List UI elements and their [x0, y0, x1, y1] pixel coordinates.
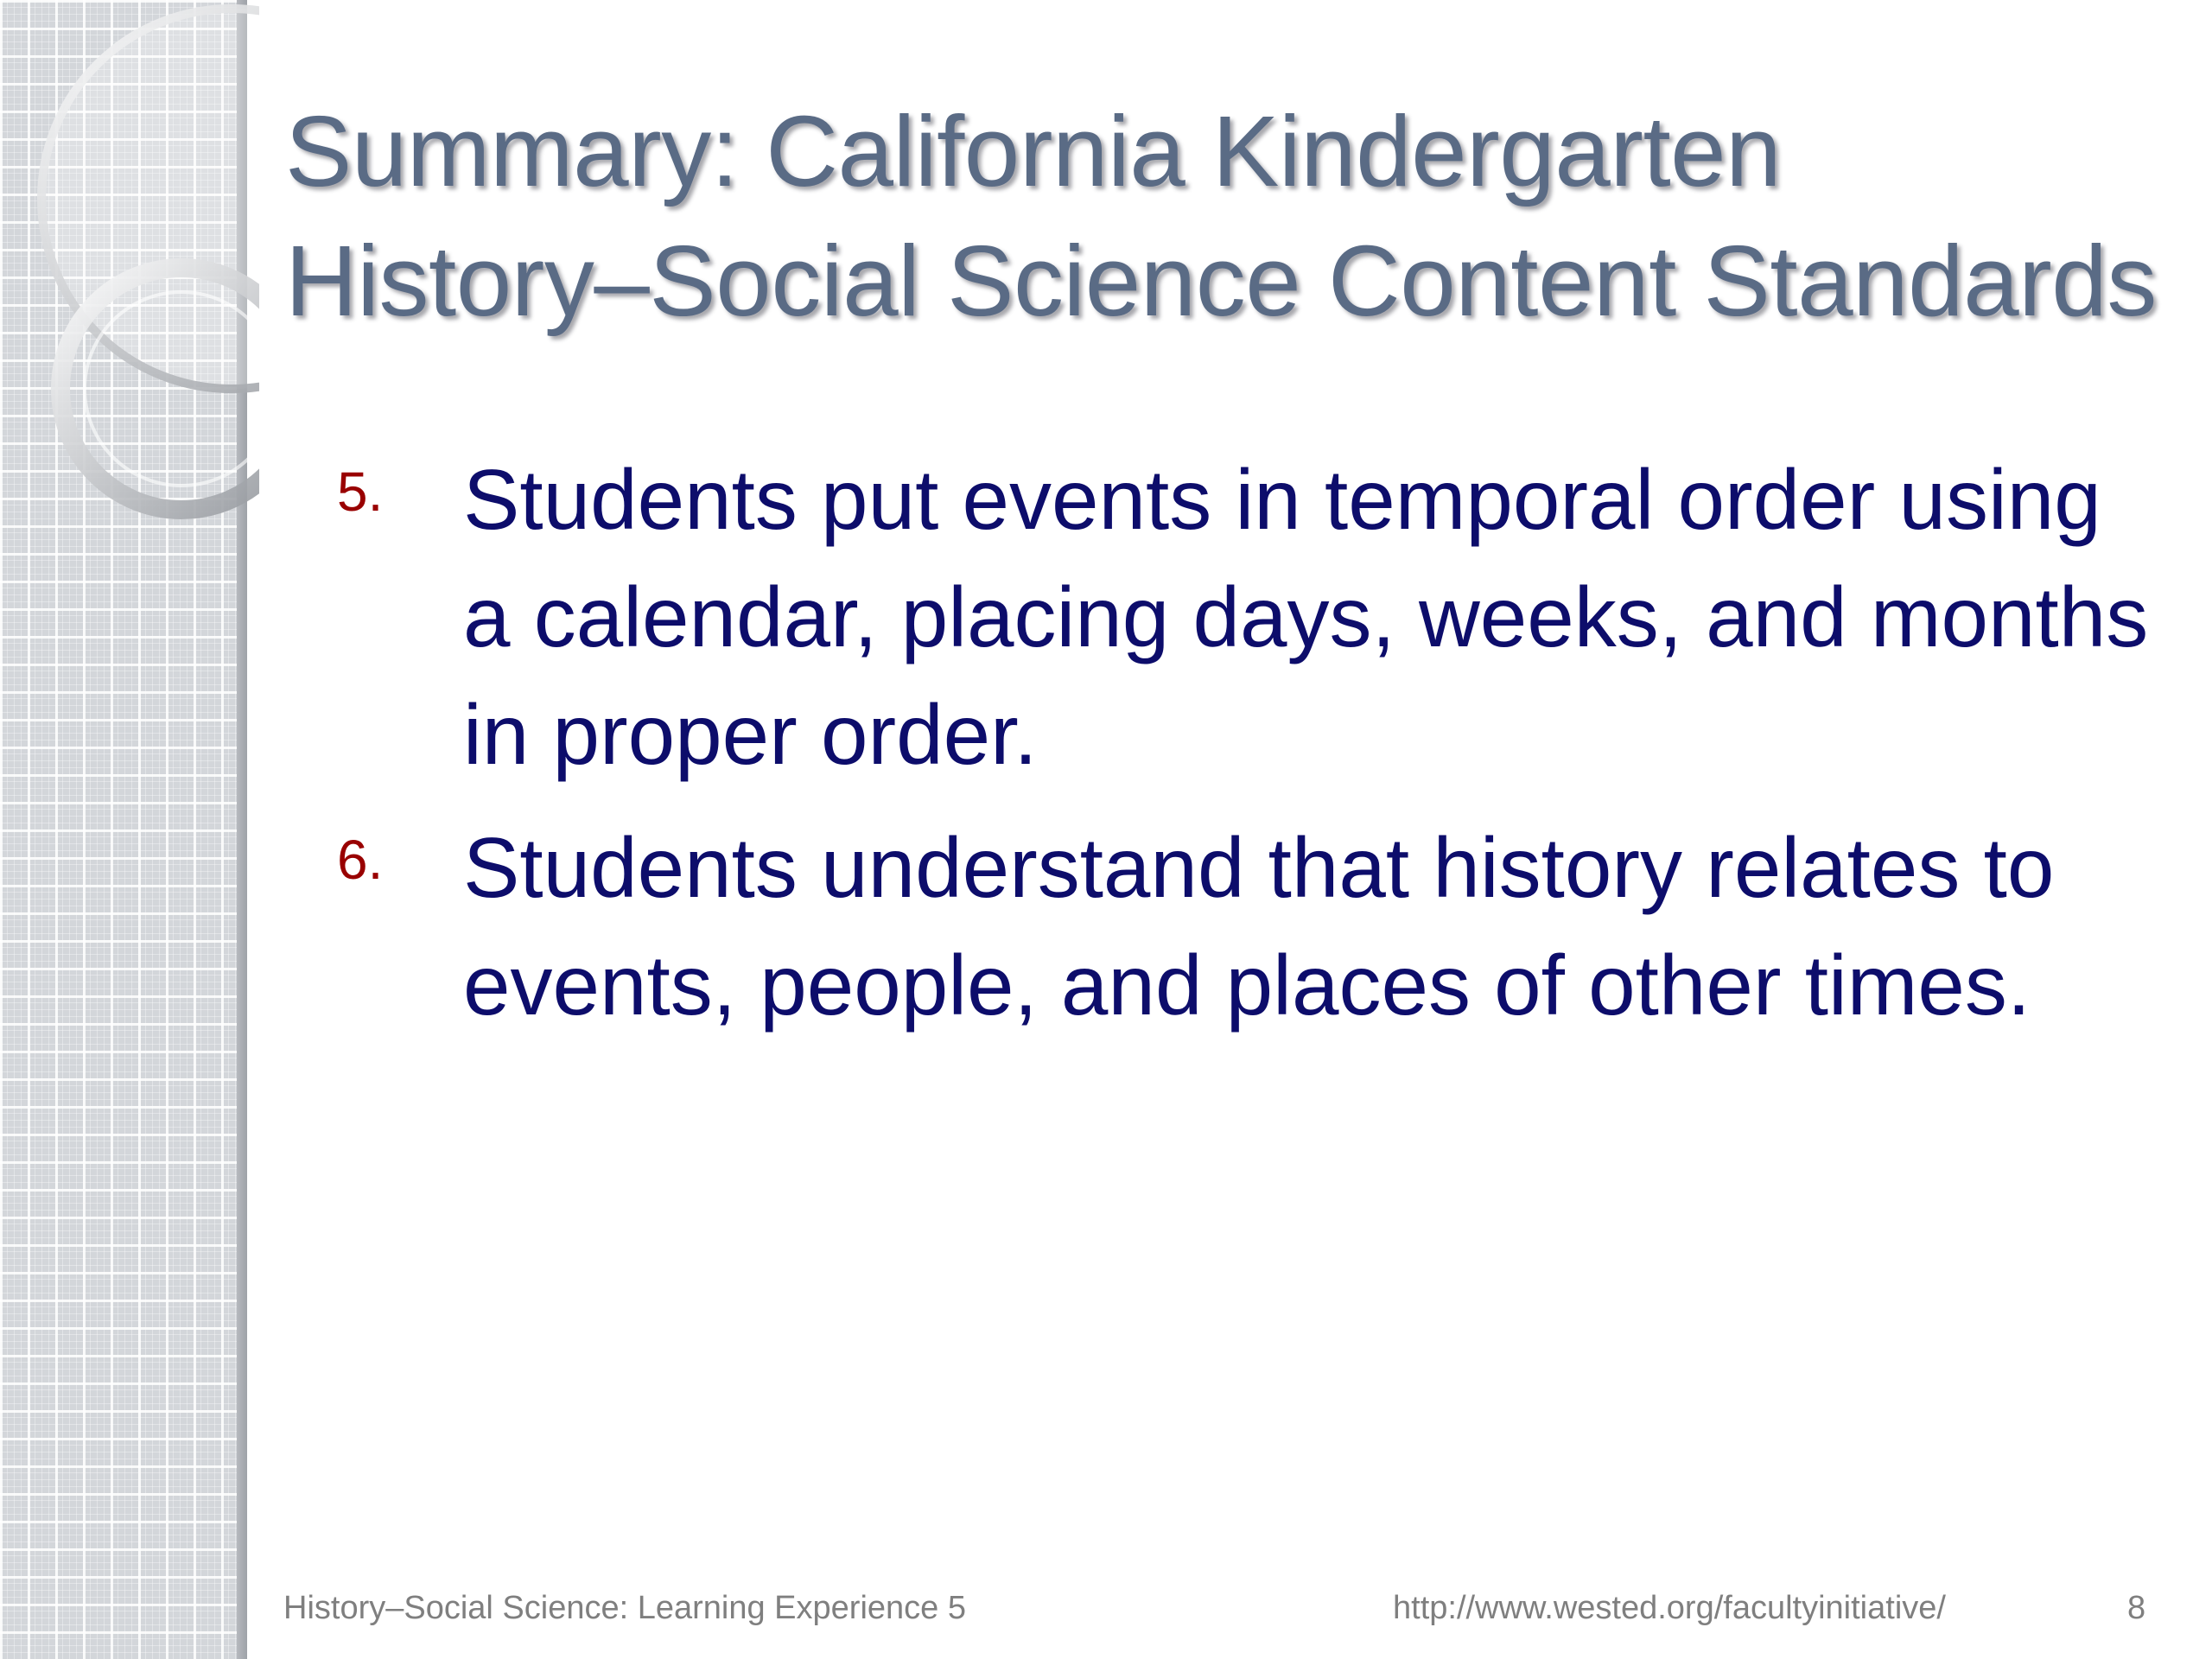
item-number: 5.	[337, 461, 384, 523]
slide-title	[285, 86, 2203, 346]
list-item	[337, 809, 2152, 1044]
item-number: 6.	[337, 829, 384, 891]
item-text: Students understand that history relates to events, people, and places of other times.	[463, 820, 2055, 1033]
standards-list	[337, 441, 2152, 1059]
item-text: Students put events in temporal order using a calendar, placing days, weeks, and months in proper order.	[463, 452, 2149, 782]
list-item	[337, 441, 2152, 793]
decorative-circles-icon	[0, 0, 259, 553]
slide-title-line-1: Summary: California Kindergarten	[285, 95, 1782, 207]
footer-url: http://www.wested.org/facultyinitiative/	[1393, 1590, 1946, 1626]
slide-title-line-2: History–Social Science Content Standards	[285, 225, 2157, 337]
footer-page-number: 8	[2127, 1590, 2146, 1626]
footer-course-label: History–Social Science: Learning Experience 5	[283, 1590, 966, 1626]
